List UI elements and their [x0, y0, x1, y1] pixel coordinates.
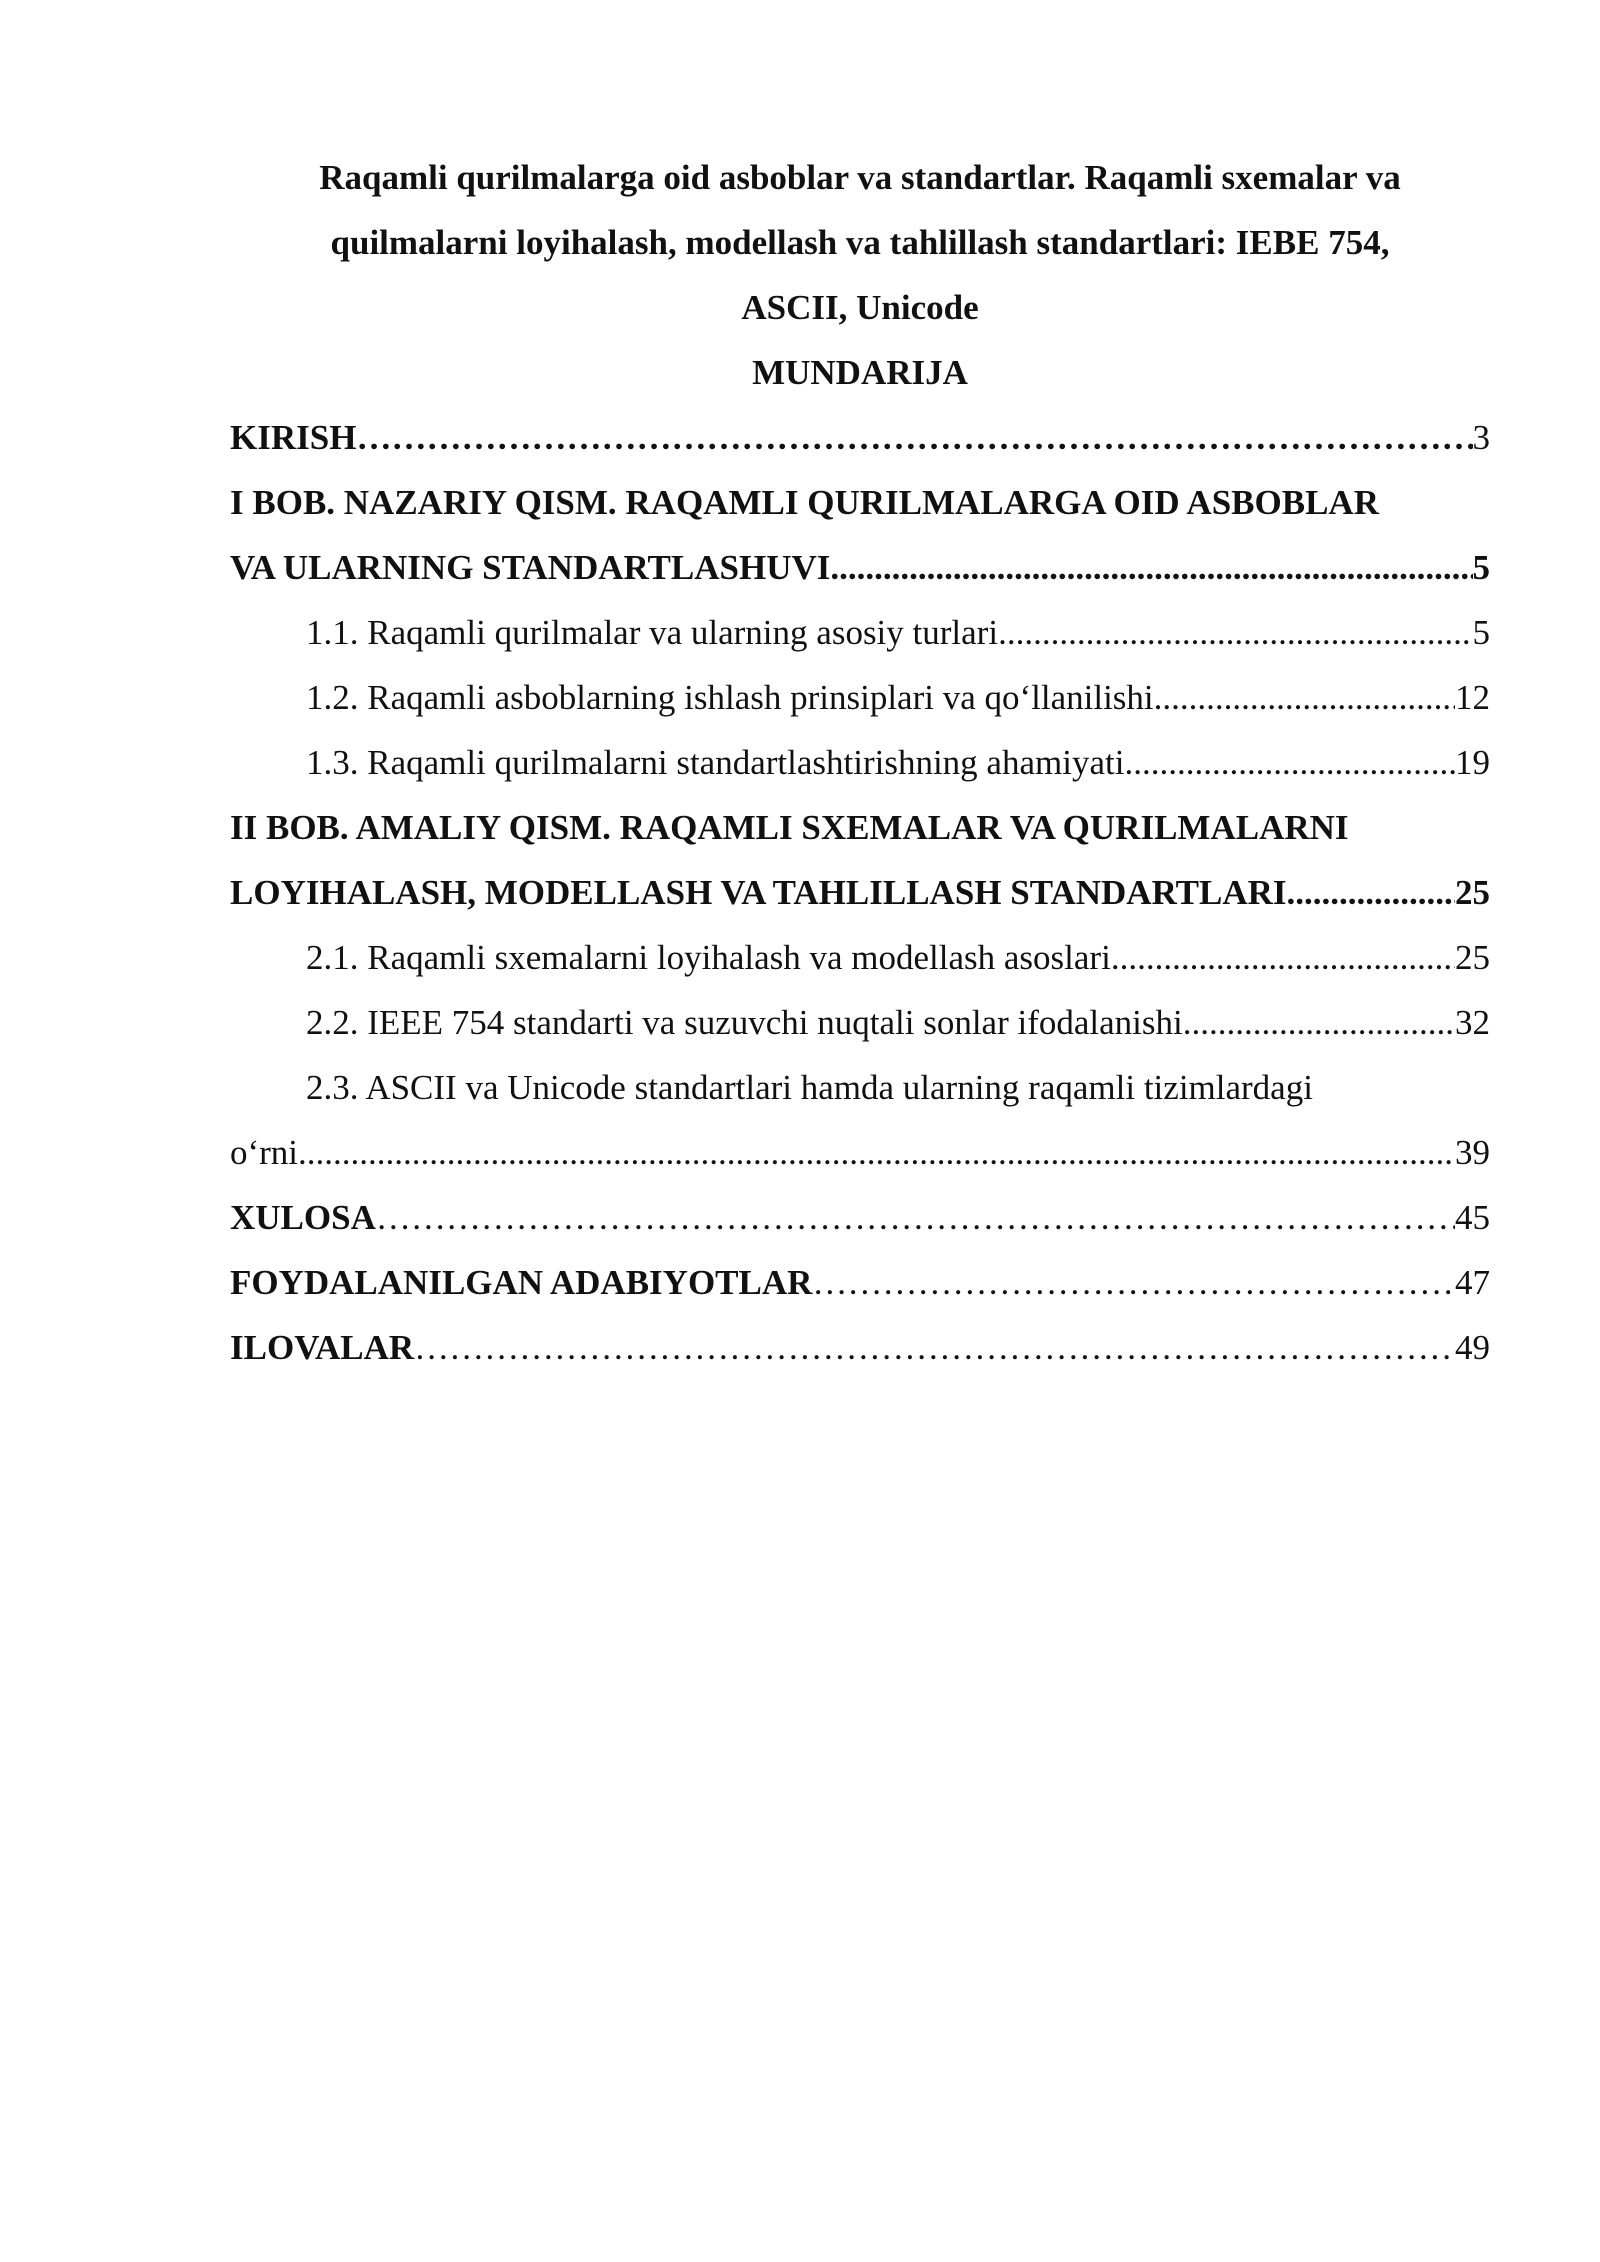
toc-entry-2-2	[230, 990, 1490, 1055]
toc-entry-chapter-2-cont	[230, 860, 1490, 925]
toc-entry-text: I BOB. NAZARIY QISM. RAQAMLI QURILMALARGA OID ASBOBLAR	[230, 483, 1379, 522]
toc-entry-text: II BOB. AMALIY QISM. RAQAMLI SXEMALAR VA QURILMALARNI	[230, 808, 1349, 847]
toc-entry-chapter-2	[230, 795, 1490, 860]
table-of-contents	[230, 405, 1490, 1380]
toc-entry-text: 1.3. Raqamli qurilmalarni standartlashtirishning ahamiyati	[306, 743, 1125, 782]
title-line-3: ASCII, Unicode	[741, 288, 979, 327]
toc-entry-2-3	[230, 1055, 1490, 1120]
toc-entry-text: KIRISH	[230, 418, 357, 457]
toc-leader	[1124, 730, 1455, 795]
toc-entry-2-3-cont	[230, 1120, 1490, 1185]
toc-page-number: 5	[1472, 548, 1490, 587]
toc-leader	[1154, 665, 1455, 730]
toc-entry-text: LOYIHALASH, MODELLASH VA TAHLILLASH STANDARTLARI	[230, 873, 1287, 912]
toc-entry-text: 2.3. ASCII va Unicode standartlari hamda ularning raqamli tizimlardagi	[306, 1068, 1313, 1107]
toc-leader	[812, 1250, 1455, 1315]
toc-entry-adabiyotlar	[230, 1250, 1490, 1315]
toc-entry-text: ILOVALAR	[230, 1328, 415, 1367]
document-title	[230, 145, 1490, 340]
toc-page-number: 32	[1455, 1003, 1490, 1042]
toc-leader	[376, 1185, 1455, 1250]
toc-leader	[1287, 860, 1456, 925]
toc-entry-text: VA ULARNING STANDARTLASHUVI	[230, 548, 831, 587]
toc-entry-2-1	[230, 925, 1490, 990]
toc-leader	[998, 600, 1472, 665]
toc-entry-ilovalar	[230, 1315, 1490, 1380]
toc-leader	[1111, 925, 1455, 990]
toc-entry-1-1	[230, 600, 1490, 665]
toc-page-number: 12	[1455, 678, 1490, 717]
toc-entry-text: o‘rni	[230, 1133, 299, 1172]
toc-entry-text: FOYDALANILGAN ADABIYOTLAR	[230, 1263, 813, 1302]
toc-entry-text: XULOSA	[230, 1198, 376, 1237]
toc-leader	[1183, 990, 1455, 1055]
toc-entry-text: 2.1. Raqamli sxemalarni loyihalash va modellash asoslari	[306, 938, 1111, 977]
toc-leader	[356, 405, 1472, 470]
toc-entry-1-3	[230, 730, 1490, 795]
toc-heading: MUNDARIJA	[752, 353, 968, 392]
toc-page-number: 45	[1455, 1198, 1490, 1237]
toc-page-number: 19	[1455, 743, 1490, 782]
toc-page-number: 25	[1455, 873, 1490, 912]
title-line-2: quilmalarni loyihalash, modellash va tahlillash standartlari: IEBE 754,	[330, 223, 1390, 262]
toc-entry-text: 1.1. Raqamli qurilmalar va ularning asosiy turlari	[306, 613, 999, 652]
toc-page-number: 3	[1472, 418, 1490, 457]
toc-entry-kirish	[230, 405, 1490, 470]
toc-entry-text: 2.2. IEEE 754 standarti va suzuvchi nuqtali sonlar ifodalanishi	[306, 1003, 1183, 1042]
toc-entry-text: 1.2. Raqamli asboblarning ishlash prinsiplari va qo‘llanilishi	[306, 678, 1154, 717]
toc-page-number: 49	[1455, 1328, 1490, 1367]
toc-entry-chapter-1	[230, 470, 1490, 535]
toc-leader	[298, 1120, 1455, 1185]
toc-entry-1-2	[230, 665, 1490, 730]
toc-entry-xulosa	[230, 1185, 1490, 1250]
toc-leader	[414, 1315, 1455, 1380]
toc-page-number: 5	[1472, 613, 1490, 652]
toc-leader	[830, 535, 1472, 600]
toc-entry-chapter-1-cont	[230, 535, 1490, 600]
title-line-1: Raqamli qurilmalarga oid asboblar va standartlar. Raqamli sxemalar va	[319, 158, 1401, 197]
toc-page-number: 39	[1455, 1133, 1490, 1172]
toc-page-number: 25	[1455, 938, 1490, 977]
toc-page-number: 47	[1455, 1263, 1490, 1302]
